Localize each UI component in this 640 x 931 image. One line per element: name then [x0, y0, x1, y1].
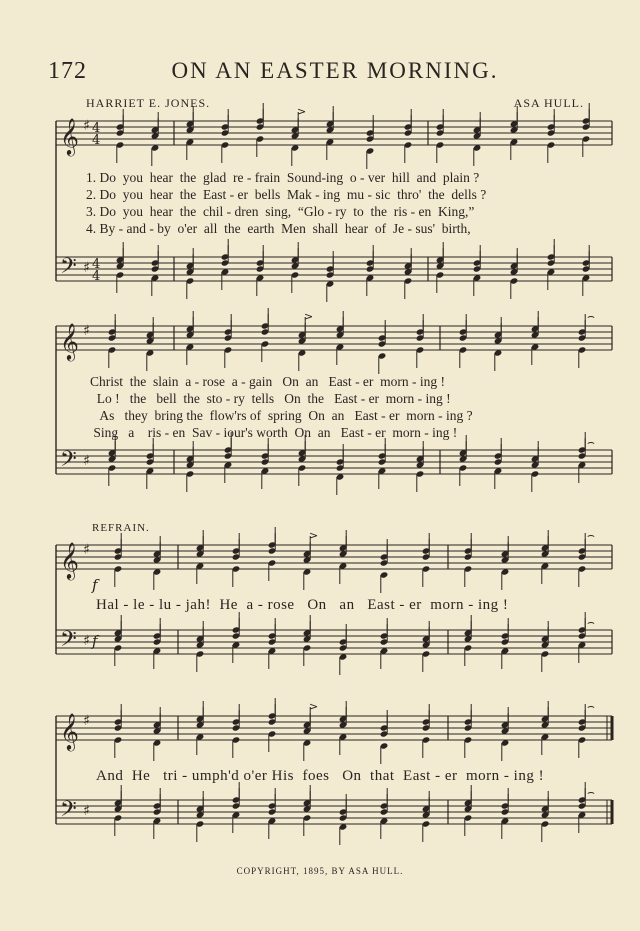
treble-clef: 𝄞	[60, 322, 79, 360]
treble-staff	[56, 326, 612, 350]
refrain-label: REFRAIN.	[92, 522, 150, 534]
treble-staff	[56, 121, 612, 145]
sharp-icon: ♯	[83, 323, 90, 339]
fermata-icon: ⌢	[587, 699, 595, 713]
bass-clef: 𝄢	[60, 797, 77, 827]
treble-staff	[56, 545, 612, 569]
fermata-icon: ⌢	[587, 309, 595, 323]
sharp-icon: ♯	[83, 542, 90, 558]
bass-staff	[56, 450, 612, 474]
bass-clef: 𝄢	[60, 627, 77, 657]
time-signature-bottom: 4	[92, 269, 101, 284]
refrain-line-1: Hal - le - lu - jah! He a - rose On an East - er morn - ing !	[96, 597, 509, 613]
sharp-icon: ♯	[83, 713, 90, 729]
copyright-notice: COPYRIGHT, 1895, BY ASA HULL.	[236, 866, 404, 876]
dynamic-forte: f	[92, 632, 98, 650]
dynamic-forte: f	[92, 576, 98, 594]
treble-clef: 𝄞	[60, 712, 79, 750]
treble-clef: 𝄞	[60, 541, 79, 579]
fermata-icon: ⌢	[587, 435, 595, 449]
verse-3-line-2: As they bring the flow'rs of spring On an East - er morn - ing ?	[90, 408, 473, 423]
accent-mark: >	[297, 105, 307, 118]
fermata-icon: ⌢	[587, 785, 595, 799]
verse-2-line-1: 2. Do you hear the East - er bells Mak - ing mu - sic thro' the dells ?	[86, 187, 487, 202]
verse-1-line-1: 1. Do you hear the glad re - frain Sound-ing o - ver hill and plain ?	[86, 170, 480, 185]
accent-mark: >	[309, 700, 319, 713]
sharp-icon: ♯	[83, 118, 90, 134]
time-signature-bottom: 4	[92, 133, 101, 148]
fermata-icon: ⌢	[587, 615, 595, 629]
verse-4-line-2: Sing a ris - en Sav - iour's worth On an East - er morn - ing !	[90, 425, 458, 440]
time-signature-top: 4	[92, 257, 101, 272]
sharp-icon: ♯	[83, 633, 90, 649]
sharp-icon: ♯	[83, 260, 90, 276]
page-number: 172	[48, 58, 87, 84]
composer-credit: ASA HULL.	[513, 96, 584, 110]
bass-clef: 𝄢	[60, 254, 77, 284]
bass-clef: 𝄢	[60, 447, 77, 477]
hymn-title: ON AN EASTER MORNING.	[171, 58, 499, 83]
sharp-icon: ♯	[83, 453, 90, 469]
fermata-icon: ⌢	[587, 528, 595, 542]
verse-4-line-1: 4. By - and - by o'er all the earth Men shall hear of Je - sus' birth,	[86, 221, 471, 236]
refrain-line-2: And He tri - umph'd o'er His foes On that East - er morn - ing !	[96, 768, 545, 784]
accent-mark: >	[304, 310, 314, 323]
treble-clef: 𝄞	[60, 117, 79, 155]
bass-staff	[56, 257, 612, 281]
verse-2-line-2: Lo ! the bell the sto - ry tells On the East - er morn - ing !	[90, 391, 451, 406]
time-signature-top: 4	[92, 121, 101, 136]
accent-mark: >	[309, 529, 319, 542]
bass-staff	[56, 800, 612, 824]
verse-3-line-1: 3. Do you hear the chil - dren sing, “Glo - ry to the ris - en King,”	[86, 204, 475, 219]
sharp-icon: ♯	[83, 803, 90, 819]
verse-1-line-2: Christ the slain a - rose a - gain On an East - er morn - ing !	[90, 374, 446, 389]
bass-staff	[56, 630, 612, 654]
treble-staff	[56, 716, 612, 740]
lyricist-credit: HARRIET E. JONES.	[86, 96, 211, 110]
